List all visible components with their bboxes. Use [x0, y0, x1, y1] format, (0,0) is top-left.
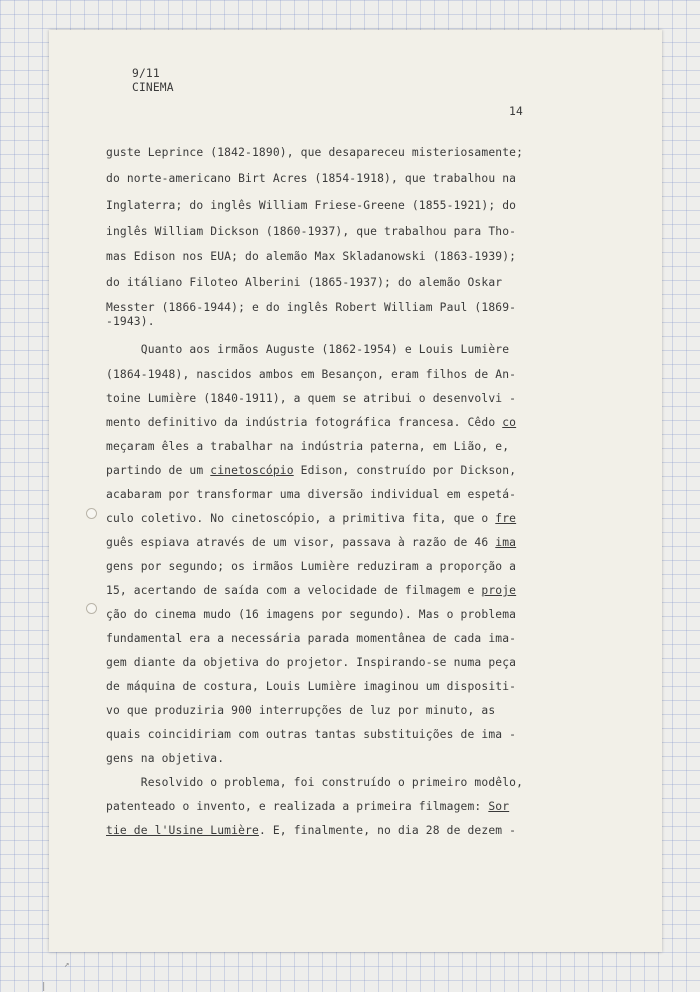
text-line [106, 146, 523, 160]
text-line [106, 656, 516, 670]
text-line [106, 464, 516, 478]
line-text: ção do cinema mudo (16 imagens por segundo). Mas o problema [106, 608, 517, 621]
line-text: Inglaterra; do inglês William Friese-Greene (1855-1921); do [106, 199, 517, 212]
line-text: Edison, construído por Dickson, [293, 464, 517, 477]
text-line [106, 392, 516, 406]
text-line [106, 276, 502, 290]
text-line [106, 752, 224, 766]
text-line [106, 199, 516, 213]
line-text: toine Lumière (1840-1911), a quem se atribui o desenvolvi - [106, 392, 517, 405]
text-line [106, 584, 516, 598]
text-line [106, 250, 516, 264]
text-line [106, 800, 509, 814]
text-line [106, 315, 155, 329]
line-text: patenteado o invento, e realizada a primeira filmagem: [106, 800, 489, 813]
line-text: fundamental era a necessária parada momentânea de cada ima- [106, 632, 517, 645]
text-line [106, 343, 509, 357]
text-line [106, 301, 516, 315]
text-line [106, 680, 516, 694]
underlined-text: co [502, 416, 517, 429]
underlined-text: tie de l'Usine Lumière [106, 824, 259, 837]
line-text: acabaram por transformar uma diversão individual em espetá- [106, 488, 517, 501]
page-number: 14 [509, 105, 523, 118]
line-text: quais coincidiriam com outras tantas substituições de ima - [106, 728, 517, 741]
line-text: partindo de um [106, 464, 211, 477]
text-line [106, 225, 516, 239]
header-title: CINEMA [132, 81, 174, 94]
line-text: gens na objetiva. [106, 752, 225, 765]
margin-mark-icon: ↗ [64, 960, 70, 970]
text-line [106, 776, 523, 790]
underlined-text: Sor [488, 800, 510, 813]
line-text: culo coletivo. No cinetoscópio, a primitiva fita, que o [106, 512, 496, 525]
underlined-text: cinetoscópio [210, 464, 294, 477]
text-line [106, 728, 516, 742]
text-line [106, 560, 516, 574]
page-header [132, 67, 174, 95]
text-line [106, 632, 516, 646]
text-line [106, 440, 509, 454]
line-text: do itáliano Filoteo Alberini (1865-1937); do alemão Oskar [106, 276, 503, 289]
text-line [106, 172, 516, 186]
line-text: guês espiava através de um visor, passava à razão de 46 [106, 536, 496, 549]
line-text: . E, finalmente, no dia 28 de dezem - [258, 824, 517, 837]
text-line [106, 704, 495, 718]
text-line [106, 368, 516, 382]
line-text: inglês William Dickson (1860-1937), que trabalhou para Tho- [106, 225, 517, 238]
line-text: gens por segundo; os irmãos Lumière reduziram a proporção a [106, 560, 517, 573]
margin-mark-icon: | [41, 982, 47, 992]
line-text: meçaram êles a trabalhar na indústria paterna, em Lião, e, [106, 440, 510, 453]
line-text: mas Edison nos EUA; do alemão Max Skladanowski (1863-1939); [106, 250, 517, 263]
punch-hole-mark [86, 508, 97, 519]
line-text: mento definitivo da indústria fotográfica francesa. Cêdo [106, 416, 503, 429]
line-text: de máquina de costura, Louis Lumière imaginou um dispositi- [106, 680, 517, 693]
text-line [106, 512, 516, 526]
text-line [106, 824, 516, 838]
underlined-text: proje [481, 584, 517, 597]
underlined-text: fre [495, 512, 517, 525]
text-line [106, 488, 516, 502]
line-text: gem diante da objetiva do projetor. Inspirando-se numa peça [106, 656, 517, 669]
line-text: vo que produziria 900 interrupções de luz por minuto, as [106, 704, 496, 717]
punch-hole-mark [86, 603, 97, 614]
underlined-text: ima [495, 536, 517, 549]
text-line [106, 416, 516, 430]
line-text: 15, acertando de saída com a velocidade de filmagem e [106, 584, 482, 597]
text-line [106, 608, 516, 622]
line-text: Resolvido o problema, foi construído o primeiro modêlo, [106, 776, 524, 789]
text-line [106, 536, 516, 550]
line-text: Quanto aos irmãos Auguste (1862-1954) e Louis Lumière [106, 343, 510, 356]
line-text: do norte-americano Birt Acres (1854-1918), que trabalhou na [106, 172, 517, 185]
line-text: -1943). [106, 315, 155, 328]
line-text: Messter (1866-1944); e do inglês Robert William Paul (1869- [106, 301, 517, 314]
line-text: guste Leprince (1842-1890), que desapareceu misteriosamente; [106, 146, 524, 159]
header-ref: 9/11 [132, 67, 160, 80]
line-text: (1864-1948), nascidos ambos em Besançon, eram filhos de An- [106, 368, 517, 381]
